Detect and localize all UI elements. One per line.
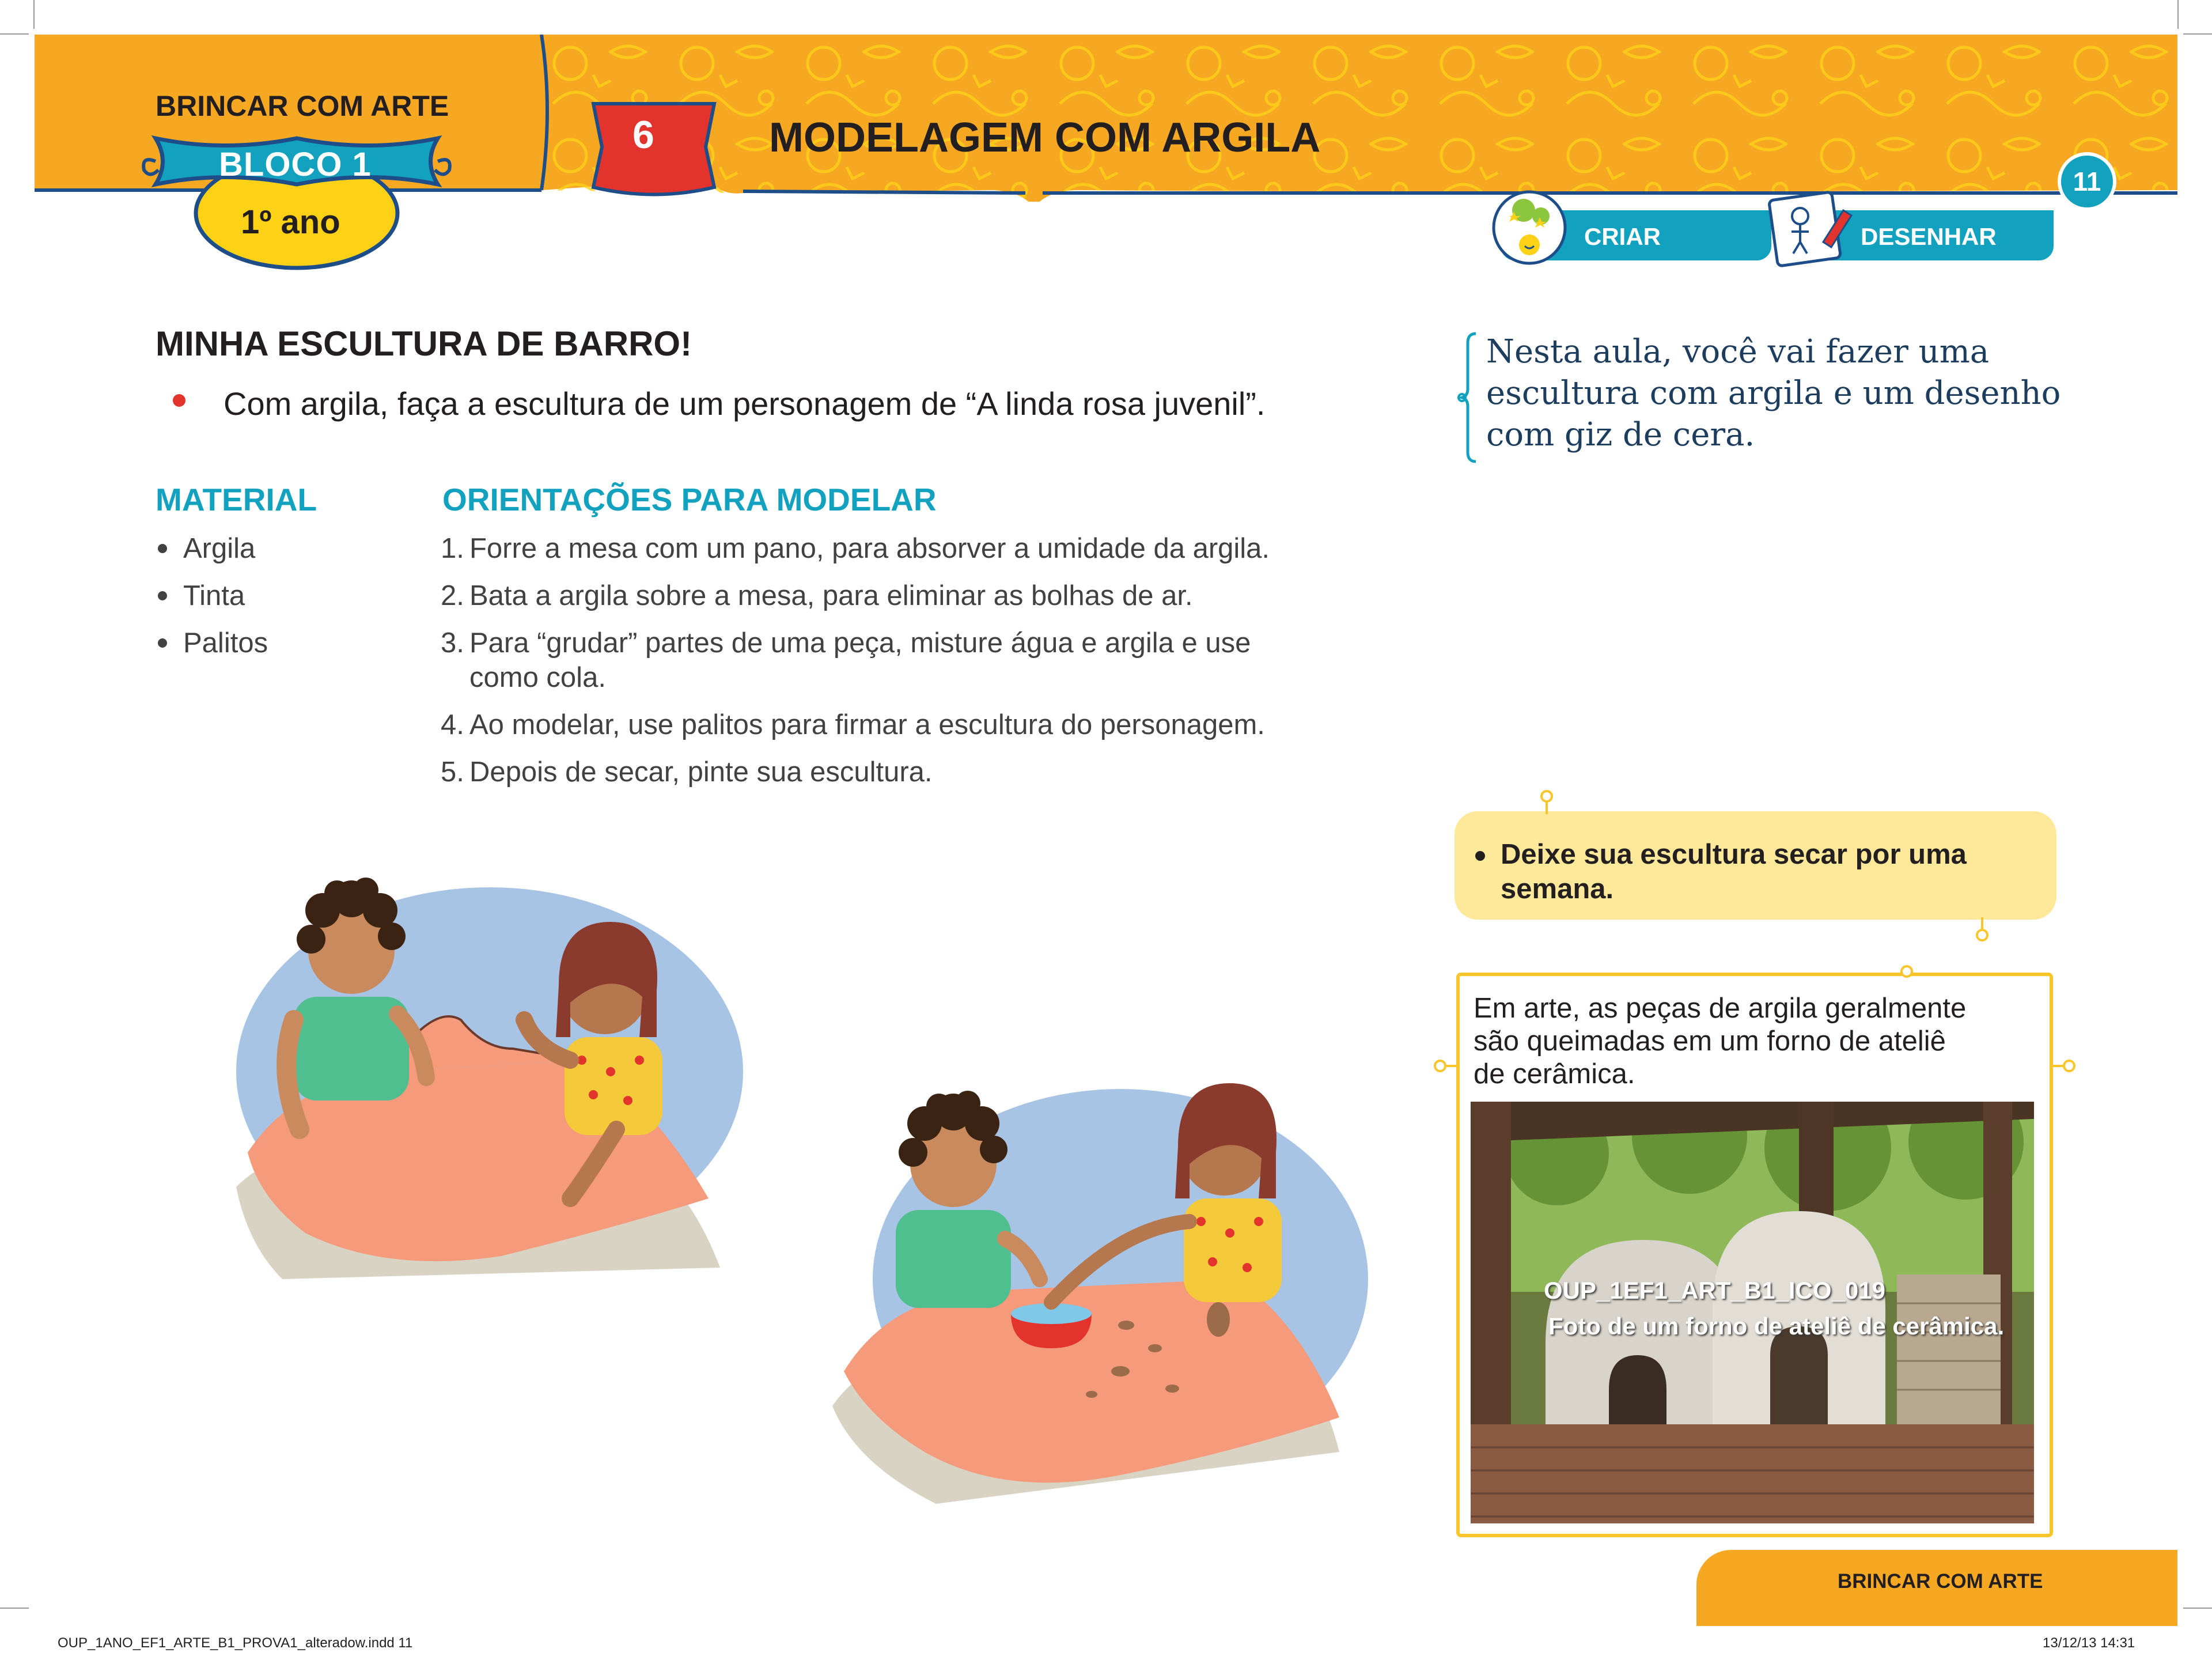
- bullet-icon: [1475, 851, 1485, 861]
- lesson-number: 6: [632, 113, 654, 157]
- brace-icon: [1457, 331, 1480, 464]
- crop-mark: [2183, 1608, 2212, 1609]
- step-number: 3.: [441, 627, 464, 659]
- crop-mark: [0, 1608, 29, 1609]
- crop-mark: [33, 0, 35, 29]
- intro-line: com giz de cera.: [1486, 416, 1755, 453]
- block-label: BLOCO 1: [219, 146, 372, 183]
- photo-id: OUP_1EF1_ART_B1_ICO_019: [1544, 1277, 1885, 1304]
- decor-loop-icon: [2050, 1056, 2076, 1076]
- info-line: Em arte, as peças de argila geralmente: [1474, 993, 1967, 1024]
- illustration-kids-spreading-cloth: [213, 830, 789, 1308]
- bullet-icon: [158, 544, 167, 553]
- material-heading: MATERIAL: [156, 482, 317, 517]
- material-item: Palitos: [183, 627, 268, 659]
- skill-label: CRIAR: [1584, 223, 1661, 250]
- decor-loop-icon: [1538, 789, 1555, 815]
- crop-mark: [2177, 0, 2179, 29]
- crop-mark: [0, 33, 29, 35]
- step-number: 1.: [441, 533, 464, 564]
- step-text: Para “grudar” partes de uma peça, misture água e argila e use: [469, 627, 1251, 659]
- step-number: 5.: [441, 757, 464, 788]
- skill-label: DESENHAR: [1861, 223, 1997, 250]
- material-item: Tinta: [183, 580, 245, 611]
- info-line: de cerâmica.: [1474, 1058, 1635, 1090]
- drawing-icon: [1763, 184, 1855, 271]
- material-item: Argila: [183, 533, 256, 564]
- crop-mark: [2183, 33, 2212, 35]
- intro-line: escultura com argila e um desenho: [1486, 375, 2061, 412]
- intro-text: [1486, 331, 2062, 456]
- reminder-line: Deixe sua escultura secar por uma: [1501, 839, 1967, 870]
- step-text: Bata a argila sobre a mesa, para eliminar as bolhas de ar.: [469, 580, 1193, 611]
- activity-title: MINHA ESCULTURA DE BARRO!: [156, 324, 692, 363]
- decor-loop-icon: [1433, 1056, 1460, 1076]
- step-number: 4.: [441, 709, 464, 740]
- page-number: 11: [2058, 152, 2116, 211]
- decor-loop-icon: [1895, 963, 1918, 981]
- photo-caption: Foto de um forno de ateliê de cerâmica.: [1548, 1313, 2005, 1340]
- activity-instruction: Com argila, faça a escultura de um personagem de “A linda rosa juvenil”.: [224, 385, 1266, 422]
- guidelines-heading: ORIENTAÇÕES PARA MODELAR: [442, 482, 937, 517]
- info-line: são queimadas em um forno de ateliê: [1474, 1026, 1946, 1057]
- step-text: Ao modelar, use palitos para firmar a escultura do personagem.: [469, 709, 1265, 740]
- intro-line: Nesta aula, você vai fazer uma: [1486, 333, 1990, 370]
- series-title: BRINCAR COM ARTE: [156, 90, 449, 122]
- illustration-kids-modeling-clay: [821, 1049, 1374, 1556]
- footer-series-title: BRINCAR COM ARTE: [1838, 1570, 2043, 1593]
- step-number: 2.: [441, 580, 464, 611]
- reminder-text: [1501, 837, 2048, 906]
- slug-datetime: 13/12/13 14:31: [2043, 1635, 2135, 1651]
- step-text: Forre a mesa com um pano, para absorver a umidade da argila.: [469, 533, 1270, 564]
- grade-label: 1º ano: [241, 203, 340, 241]
- step-text: Depois de secar, pinte sua escultura.: [469, 757, 933, 788]
- bullet-icon: [158, 591, 167, 600]
- step-text: como cola.: [469, 662, 606, 693]
- info-text: [1474, 992, 2027, 1091]
- decor-loop-icon: [1974, 917, 1991, 943]
- bullet-icon: [173, 394, 185, 407]
- create-icon: [1483, 181, 1575, 268]
- bullet-icon: [158, 638, 167, 648]
- reminder-line: semana.: [1501, 873, 1614, 905]
- slug-file-name: OUP_1ANO_EF1_ARTE_B1_PROVA1_alteradow.indd 11: [58, 1635, 413, 1651]
- lesson-title: MODELAGEM COM ARGILA: [769, 115, 1321, 161]
